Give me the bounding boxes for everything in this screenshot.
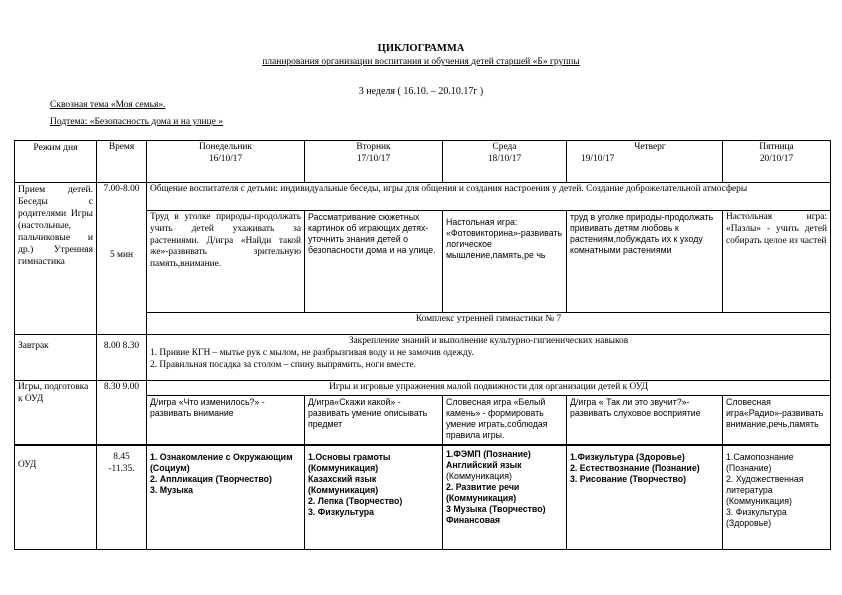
oud-wednesday-item: 1.ФЭМП (Познание) (446, 449, 531, 460)
games-monday: Д/игра «Что изменилось?» - развивать внимание (147, 395, 305, 445)
reception-time-range: 7.00-8.00 (103, 184, 140, 194)
subtheme-line: Подтема: «Безопасность дома и на улице » (50, 117, 224, 127)
oud-monday-item: 3. Музыка (150, 485, 194, 496)
reception-general: Общение воспитателя с детьми: индивидуальные беседы, игры для общения и создания настроения у детей. Создание доброжелательной атмосферы (147, 183, 831, 211)
reception-monday: Труд в уголке природы-продолжать учить детей ухаживать за растениями. Д/игра «Найди такой же»-развивать зрительную память,внимание. (147, 211, 305, 313)
day-date: 20/10/17 (759, 153, 794, 164)
oud-thursday (567, 445, 723, 549)
reception-general-row (15, 183, 831, 211)
reception-thursday: труд в уголке природы-продолжать прививать детям любовь к растениям,побуждать их к уходу комнатными растениями (567, 211, 723, 313)
oud-thursday-item: 1.Физкультура (Здоровье) (570, 452, 685, 463)
reception-mode: Прием детей. Беседы с родителями Игры (настольные, пальчиковые и др.) Утренняя гимнастика (15, 183, 97, 335)
header-time: Время (97, 141, 147, 183)
header-day-monday (147, 141, 305, 183)
breakfast-line-1: Закрепление знаний и выполнение культурно-гигиенических навыков (348, 336, 629, 346)
day-date: 18/10/17 (487, 153, 522, 164)
day-name: Пятница (759, 142, 794, 152)
oud-tuesday-item: Казахский язык (Коммуникация) (308, 474, 379, 496)
oud-wednesday-item: (Коммуникация) (446, 471, 512, 482)
breakfast-row (15, 335, 831, 381)
reception-friday: Настольная игра: «Пазлы» - учить детей собирать целое из частей (723, 211, 831, 313)
day-date: 16/10/17 (208, 153, 243, 164)
day-name: Среда (492, 142, 517, 152)
oud-wednesday-item: Финансовая (446, 515, 501, 526)
oud-tuesday (305, 445, 443, 549)
oud-tuesday-item: 1.Основы грамоты (Коммуникация) (308, 452, 391, 474)
document-title: ЦИКЛОГРАММА (377, 43, 465, 54)
reception-time-duration: 5 мин (110, 249, 133, 260)
games-thursday: Д/игра « Так ли это звучит?»- развивать слуховое восприятие (567, 395, 723, 445)
oud-wednesday-item: Английский язык (446, 460, 522, 471)
theme-line: Сквозная тема «Моя семья». (50, 100, 166, 110)
breakfast-line-3: 2. Правильная посадка за столом – спину выпрямить, ноги вместе. (150, 359, 416, 370)
header-day-wednesday (443, 141, 567, 183)
oud-friday-item: 3. Физкультура (Здоровье) (726, 507, 787, 529)
games-tuesday: Д/игра«Скажи какой» - развивать умение описывать предмет (305, 395, 443, 445)
oud-wednesday-item: 3 Музыка (Творчество) (446, 504, 546, 515)
oud-time: 8.45 -11.35. (97, 445, 147, 549)
reception-time (97, 183, 147, 335)
oud-tuesday-item: 2. Лепка (Творчество) (308, 496, 403, 507)
reception-wednesday: Настольная игра: «Фотовикторина»-развивать логическое мышление,память,ре чь (443, 211, 567, 313)
document-subtitle: планирования организации воспитания и обучения детей старшей «Б» группы (262, 57, 580, 67)
breakfast-time: 8.00 8.30 (97, 335, 147, 381)
header-mode: Режим дня (15, 141, 97, 183)
schedule-table (14, 140, 831, 550)
oud-friday-item: 1.Самопознание (Познание) (726, 452, 794, 474)
header-day-tuesday (305, 141, 443, 183)
oud-wednesday-item: 2. Развитие речи (Коммуникация) (446, 482, 520, 504)
oud-row (15, 445, 831, 549)
day-name: Вторник (356, 142, 391, 152)
oud-monday-item: 2. Аппликация (Творчество) (150, 474, 272, 485)
header-day-friday (723, 141, 831, 183)
breakfast-line-2: 1. Привие КГН – мытье рук с мылом, не разбрызгивая воду и не замочив одежду. (150, 347, 474, 358)
day-date: 19/10/17 (581, 153, 615, 164)
games-friday: Словесная игра«Радио»-развивать внимание,речь,память (723, 395, 831, 445)
header-day-thursday (567, 141, 723, 183)
games-mode: Игры, подготовка к ОУД (15, 381, 97, 446)
gymnastics-text: Комплекс утренней гимнастики № 7 (147, 313, 831, 335)
games-time: 8.30 9.00 (97, 381, 147, 446)
breakfast-content (147, 335, 831, 381)
day-date: 17/10/17 (356, 153, 391, 164)
oud-monday-item: 1. Ознакомление с Окружающим (Социум) (150, 452, 293, 474)
reception-tuesday: Рассматривание сюжетных картинок об играющих детях-уточнить знания детей о безопасности дома и на улице. (305, 211, 443, 313)
games-wednesday: Словесная игра «Белый камень» - формировать умение играть,соблюдая правила игры. (443, 395, 567, 445)
games-general-row (15, 381, 831, 396)
oud-friday-item: 2. Художественная литература (Коммуникация) (726, 474, 804, 507)
day-name: Четверг (634, 142, 666, 152)
oud-monday (147, 445, 305, 549)
oud-mode: ОУД (15, 445, 97, 549)
day-name: Понедельник (199, 142, 252, 152)
oud-friday (723, 445, 831, 549)
breakfast-mode: Завтрак (15, 335, 97, 381)
table-header-row (15, 141, 831, 183)
week-range: 3 неделя ( 16.10. – 20.10.17г ) (358, 86, 484, 97)
games-general: Игры и игровые упражнения малой подвижности для организации детей к ОУД (147, 381, 831, 396)
oud-thursday-item: 2. Естествознание (Познание) (570, 463, 700, 474)
oud-tuesday-item: 3. Физкультура (308, 507, 375, 518)
oud-thursday-item: 3. Рисование (Творчество) (570, 474, 687, 485)
oud-wednesday (443, 445, 567, 549)
